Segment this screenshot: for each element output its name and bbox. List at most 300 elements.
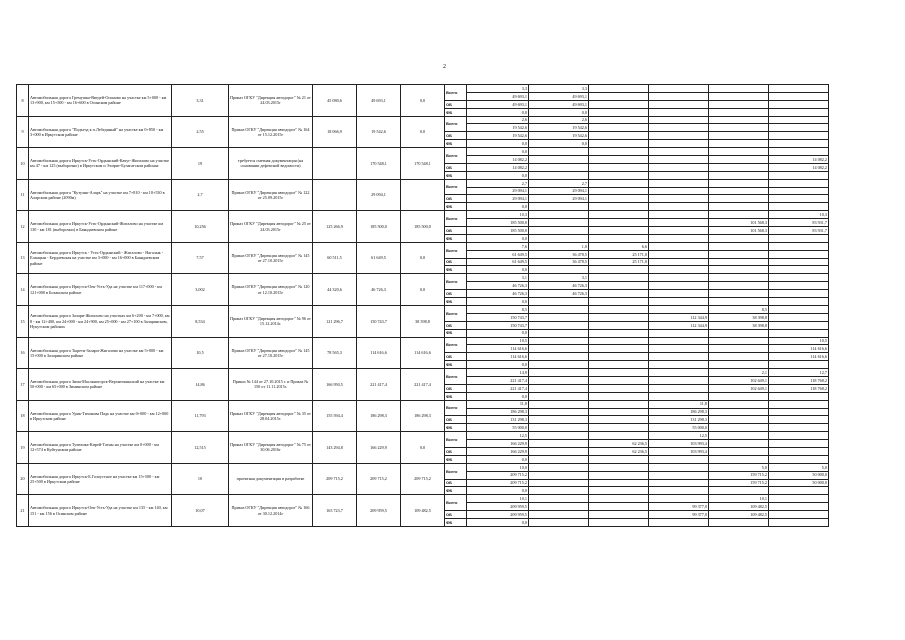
value-cell: 186 298,3 — [467, 408, 529, 416]
sub-label: Всего — [445, 179, 467, 195]
value-cell — [709, 353, 769, 361]
table-row — [17, 400, 889, 408]
cost-remaining: 186 298,3 — [401, 400, 445, 432]
value-cell: 0,0 — [467, 234, 529, 242]
cost-remaining: 114 616,6 — [401, 337, 445, 369]
road-length: 2,7 — [172, 179, 229, 211]
row-number: 12 — [17, 211, 29, 243]
value-cell: 12,5 — [467, 432, 529, 440]
value-cell — [649, 187, 709, 195]
sub-label: Всего — [445, 116, 467, 132]
value-cell: 209 715,2 — [467, 479, 529, 487]
value-cell — [769, 313, 829, 321]
value-cell: 12,7 — [769, 369, 829, 377]
basis-document: проектная документация в разработке — [229, 463, 313, 495]
value-cell — [769, 234, 829, 242]
value-cell — [529, 376, 589, 384]
value-cell — [769, 361, 829, 369]
value-cell — [709, 140, 769, 148]
value-cell: 19 542,6 — [529, 124, 589, 132]
value-cell — [589, 369, 649, 377]
cost-total: 46 726,3 — [357, 274, 401, 306]
value-cell — [589, 392, 649, 400]
value-cell: 101 568,3 — [709, 219, 769, 227]
value-cell — [589, 274, 649, 282]
basis-document: требуется сметная документация (на основании дефектной ведомости) — [229, 148, 313, 180]
value-cell: 14 082,2 — [467, 163, 529, 171]
value-cell — [649, 384, 709, 392]
value-cell: 61 649,5 — [467, 250, 529, 258]
value-cell: 11,8 — [467, 400, 529, 408]
value-cell — [769, 424, 829, 432]
row-number: 18 — [17, 400, 29, 432]
cost-estimate: 209 715,2 — [313, 463, 357, 495]
value-cell — [649, 195, 709, 203]
value-cell — [649, 171, 709, 179]
value-cell — [709, 518, 769, 526]
road-name: Автомобильная дорога Иркутск-Б.Голоустное на участке км 15+500 - км 25+500 в Иркутском районе — [29, 463, 172, 495]
value-cell: 2,7 — [467, 179, 529, 187]
sub-label: ОБ — [445, 163, 467, 171]
cost-total: 29 094,1 — [357, 179, 401, 211]
value-cell — [649, 85, 709, 93]
road-length: 3,002 — [172, 274, 229, 306]
value-cell: 0,0 — [467, 329, 529, 337]
value-cell — [649, 305, 709, 313]
value-cell: 46 726,3 — [467, 282, 529, 290]
value-cell — [589, 195, 649, 203]
value-cell — [589, 471, 649, 479]
value-cell — [709, 250, 769, 258]
value-cell — [649, 163, 709, 171]
basis-document: Приказ ОГКУ "Дирекция автодорог" № 21 от 24.03.2015г — [229, 85, 313, 117]
value-cell — [529, 479, 589, 487]
value-cell — [649, 258, 709, 266]
road-length: 3,31 — [172, 85, 229, 117]
road-name: Автомобильная дорога Гремушка-Введей-Осиново на участке км 5+000 - км 13+900, км 15+500 - км 16+600 в Осинском районе — [29, 85, 172, 117]
value-cell — [529, 424, 589, 432]
value-cell: 3,3 — [467, 85, 529, 93]
value-cell — [529, 313, 589, 321]
value-cell — [529, 353, 589, 361]
value-cell — [589, 376, 649, 384]
value-cell: 62 236,5 — [589, 447, 649, 455]
value-cell — [649, 353, 709, 361]
value-cell: 101 568,3 — [709, 227, 769, 235]
table-row — [17, 85, 889, 93]
value-cell — [769, 305, 829, 313]
value-cell — [709, 274, 769, 282]
value-cell — [709, 361, 769, 369]
basis-document: Приказ ОГКУ "Дирекция автодорог" № 25 от 24.03.2015г — [229, 211, 313, 243]
table-row — [17, 116, 889, 124]
value-cell — [649, 227, 709, 235]
value-cell — [649, 100, 709, 108]
road-name: Автомобильная дорога Урик-Тихонова Падь на участке км 0+000 - км 12+000 в Иркутском районе — [29, 400, 172, 432]
value-cell — [649, 179, 709, 187]
value-cell: 49 693,1 — [467, 100, 529, 108]
value-cell: 25 171,0 — [589, 258, 649, 266]
value-cell — [649, 266, 709, 274]
value-cell: 99 377,0 — [649, 511, 709, 519]
row-number: 8 — [17, 85, 29, 117]
value-cell — [529, 440, 589, 448]
table-row — [17, 495, 889, 503]
value-cell — [709, 100, 769, 108]
value-cell: 112 344,9 — [649, 313, 709, 321]
value-cell: 10,3 — [467, 211, 529, 219]
sub-label: ОБ — [445, 195, 467, 203]
value-cell — [529, 211, 589, 219]
value-cell — [709, 424, 769, 432]
value-cell — [589, 416, 649, 424]
value-cell — [649, 242, 709, 250]
value-cell — [589, 432, 649, 440]
value-cell: 0,0 — [467, 487, 529, 495]
value-cell — [589, 92, 649, 100]
value-cell: 99 377,0 — [649, 503, 709, 511]
value-cell — [589, 227, 649, 235]
value-cell: 36 478,5 — [529, 250, 589, 258]
cost-estimate: 45 080,6 — [313, 85, 357, 117]
value-cell — [589, 179, 649, 187]
road-length: 12,515 — [172, 432, 229, 464]
value-cell — [769, 148, 829, 156]
value-cell: 10,3 — [769, 211, 829, 219]
value-cell — [769, 124, 829, 132]
value-cell: 114 616,6 — [467, 345, 529, 353]
cost-total: 221 417,4 — [357, 369, 401, 401]
value-cell — [709, 195, 769, 203]
road-name: Автомобильная дорога "Кутулик-Аларь" на участке км 7+810 - км 10+530 в Аларском районе (2090м) — [29, 179, 172, 211]
sub-label: ФБ — [445, 108, 467, 116]
value-cell — [709, 148, 769, 156]
value-cell — [649, 298, 709, 306]
cost-estimate: 163 723,7 — [313, 495, 357, 527]
cost-estimate: 60 511,5 — [313, 242, 357, 274]
value-cell — [589, 495, 649, 503]
row-number: 19 — [17, 432, 29, 464]
value-cell — [649, 369, 709, 377]
value-cell — [769, 392, 829, 400]
value-cell: 29 094,1 — [467, 195, 529, 203]
value-cell — [709, 92, 769, 100]
value-cell — [769, 250, 829, 258]
value-cell: 186 298,3 — [649, 408, 709, 416]
value-cell — [589, 329, 649, 337]
sub-label: ФБ — [445, 518, 467, 526]
sub-label: ФБ — [445, 424, 467, 432]
value-cell — [589, 148, 649, 156]
value-cell — [649, 518, 709, 526]
value-cell — [769, 274, 829, 282]
value-cell: 2,6 — [467, 116, 529, 124]
value-cell: 55 000,0 — [649, 424, 709, 432]
value-cell — [649, 479, 709, 487]
value-cell: 0,0 — [529, 140, 589, 148]
value-cell: 185 500,0 — [467, 227, 529, 235]
cost-remaining: 185 500,0 — [401, 211, 445, 243]
value-cell — [649, 219, 709, 227]
value-cell — [709, 234, 769, 242]
value-cell: 19 542,6 — [467, 132, 529, 140]
cost-estimate — [313, 179, 357, 211]
value-cell — [649, 140, 709, 148]
value-cell — [709, 400, 769, 408]
sub-label: ФБ — [445, 392, 467, 400]
table-row — [17, 274, 889, 282]
value-cell — [649, 471, 709, 479]
value-cell — [649, 156, 709, 164]
value-cell: 150 743,7 — [467, 313, 529, 321]
value-cell — [529, 234, 589, 242]
value-cell: 0,0 — [467, 361, 529, 369]
cost-total: 61 649,5 — [357, 242, 401, 274]
value-cell — [649, 290, 709, 298]
value-cell — [709, 211, 769, 219]
value-cell — [529, 518, 589, 526]
value-cell — [589, 290, 649, 298]
value-cell — [649, 124, 709, 132]
cost-total: 150 743,7 — [357, 305, 401, 337]
cost-estimate: 78 565,3 — [313, 337, 357, 369]
table-row — [17, 432, 889, 440]
value-cell — [769, 511, 829, 519]
value-cell — [649, 132, 709, 140]
value-cell — [709, 345, 769, 353]
value-cell — [589, 234, 649, 242]
cost-remaining: 0,0 — [401, 85, 445, 117]
value-cell — [649, 92, 709, 100]
cost-remaining: 221 417,4 — [401, 369, 445, 401]
cost-total: 114 616,6 — [357, 337, 401, 369]
value-cell — [589, 345, 649, 353]
table-body — [17, 85, 889, 527]
value-cell — [709, 298, 769, 306]
value-cell — [709, 132, 769, 140]
sub-label: Всего — [445, 463, 467, 479]
value-cell: 83 931,7 — [769, 219, 829, 227]
cost-total: 209 715,2 — [357, 463, 401, 495]
value-cell — [709, 447, 769, 455]
value-cell — [769, 266, 829, 274]
value-cell: 0,0 — [529, 108, 589, 116]
value-cell — [529, 337, 589, 345]
road-length: 10,5 — [172, 337, 229, 369]
value-cell — [589, 321, 649, 329]
value-cell — [769, 179, 829, 187]
value-cell: 209 715,2 — [467, 471, 529, 479]
value-cell — [589, 108, 649, 116]
value-cell: 46 726,3 — [529, 282, 589, 290]
road-name: Автомобильная дорога Иркутск-Усть-Ордынский-Жигалово на участке км 130 - км 181 (выборочно) в Баяндаевском районе — [29, 211, 172, 243]
value-cell — [769, 495, 829, 503]
value-cell: 131 298,3 — [467, 416, 529, 424]
value-cell: 3,1 — [467, 274, 529, 282]
value-cell: 0,0 — [467, 266, 529, 274]
value-cell: 0,0 — [467, 392, 529, 400]
value-cell — [649, 361, 709, 369]
value-cell — [589, 337, 649, 345]
cost-total: 19 542,6 — [357, 116, 401, 148]
value-cell — [709, 337, 769, 345]
value-cell — [529, 329, 589, 337]
value-cell — [709, 266, 769, 274]
sub-label: Всего — [445, 85, 467, 101]
cost-remaining: 170 548,1 — [401, 148, 445, 180]
value-cell: 118 768,2 — [769, 384, 829, 392]
sub-label: ОБ — [445, 100, 467, 108]
value-cell — [529, 305, 589, 313]
value-cell — [529, 384, 589, 392]
value-cell — [589, 132, 649, 140]
value-cell — [649, 250, 709, 258]
value-cell — [529, 298, 589, 306]
value-cell: 5,0 — [709, 463, 769, 471]
value-cell: 61 649,5 — [467, 258, 529, 266]
value-cell — [529, 487, 589, 495]
value-cell — [769, 116, 829, 124]
value-cell — [589, 266, 649, 274]
table-row — [17, 211, 889, 219]
cost-estimate: 155 594,4 — [313, 400, 357, 432]
value-cell — [589, 282, 649, 290]
value-cell: 49 693,1 — [467, 92, 529, 100]
sub-label: ОБ — [445, 479, 467, 487]
sub-label: ОБ — [445, 290, 467, 298]
value-cell — [589, 518, 649, 526]
value-cell — [769, 258, 829, 266]
value-cell — [589, 487, 649, 495]
value-cell: 2,1 — [709, 369, 769, 377]
sub-label: Всего — [445, 400, 467, 416]
table-row — [17, 179, 889, 187]
value-cell — [769, 171, 829, 179]
cost-total: 186 298,3 — [357, 400, 401, 432]
value-cell — [589, 116, 649, 124]
value-cell — [709, 108, 769, 116]
road-name: Автомобильная дорога Иркутск-Оек-Усть-Уда на участке км 135 - км 140, км 151 - км 156 в Осинском районе — [29, 495, 172, 527]
value-cell — [589, 156, 649, 164]
value-cell: 114 616,6 — [467, 353, 529, 361]
road-length: 10 — [172, 463, 229, 495]
value-cell — [649, 455, 709, 463]
sub-label: Всего — [445, 495, 467, 511]
value-cell — [649, 345, 709, 353]
road-length: 8,534 — [172, 305, 229, 337]
value-cell — [769, 408, 829, 416]
value-cell — [589, 305, 649, 313]
value-cell — [589, 479, 649, 487]
value-cell: 109 482,5 — [709, 511, 769, 519]
value-cell — [649, 337, 709, 345]
value-cell: 0,0 — [467, 140, 529, 148]
sub-label: ОБ — [445, 132, 467, 140]
value-cell — [769, 416, 829, 424]
cost-estimate: 143 294,8 — [313, 432, 357, 464]
value-cell: 0,0 — [467, 108, 529, 116]
sub-label: ФБ — [445, 266, 467, 274]
value-cell: 29 094,1 — [529, 187, 589, 195]
value-cell — [649, 463, 709, 471]
value-cell — [709, 487, 769, 495]
value-cell — [769, 85, 829, 93]
sub-label: ФБ — [445, 298, 467, 306]
value-cell — [649, 116, 709, 124]
cost-remaining: 109 482,5 — [401, 495, 445, 527]
road-repair-table — [16, 84, 889, 527]
value-cell: 46 726,3 — [529, 290, 589, 298]
value-cell: 112 344,9 — [649, 321, 709, 329]
value-cell: 29 094,1 — [529, 195, 589, 203]
value-cell: 7,6 — [467, 242, 529, 250]
row-number: 13 — [17, 242, 29, 274]
sub-label: Всего — [445, 337, 467, 353]
road-name: Автомобильная дорога Иркутск-Оек-Усть-Уда на участке км 117+000 - км 121+000 в Боханском районе — [29, 274, 172, 306]
road-name: Автомобильная дорога "Подъезд к п.Лебединый" на участке км 0+850 - км 3+000 в Иркутском районе — [29, 116, 172, 148]
value-cell — [709, 171, 769, 179]
value-cell: 103 993,4 — [649, 447, 709, 455]
road-length: 7,57 — [172, 242, 229, 274]
cost-total: 209 959,5 — [357, 495, 401, 527]
value-cell — [709, 179, 769, 187]
value-cell: 49 693,1 — [529, 92, 589, 100]
value-cell — [769, 282, 829, 290]
basis-document: Приказ ОГКУ "Дирекция автодорог" № 75 от 30.06.2016г — [229, 432, 313, 464]
basis-document: Приказ ОГКУ "Дирекция автодорог" № 145 от 27.10.2015г — [229, 242, 313, 274]
value-cell — [589, 85, 649, 93]
value-cell — [589, 163, 649, 171]
value-cell — [589, 171, 649, 179]
value-cell: 62 236,5 — [589, 440, 649, 448]
sub-label: ОБ — [445, 384, 467, 392]
value-cell: 19 542,6 — [467, 124, 529, 132]
value-cell — [589, 100, 649, 108]
value-cell: 221 417,4 — [467, 376, 529, 384]
value-cell: 10,1 — [467, 495, 529, 503]
value-cell — [589, 124, 649, 132]
sub-label: ФБ — [445, 487, 467, 495]
value-cell — [589, 384, 649, 392]
sub-label: ФБ — [445, 140, 467, 148]
value-cell — [709, 440, 769, 448]
sub-label: Всего — [445, 305, 467, 321]
row-number: 14 — [17, 274, 29, 306]
value-cell — [709, 392, 769, 400]
value-cell: 14 082,2 — [467, 156, 529, 164]
row-number: 16 — [17, 337, 29, 369]
value-cell: 55 000,0 — [467, 424, 529, 432]
value-cell — [709, 187, 769, 195]
value-cell — [709, 329, 769, 337]
value-cell — [529, 416, 589, 424]
value-cell — [649, 376, 709, 384]
road-name: Автомобильная дорога Тулюшка-Кирей-Тагны на участке км 0+000 - км 12+574 в Куйтунском районе — [29, 432, 172, 464]
value-cell — [769, 290, 829, 298]
value-cell: 1,0 — [529, 242, 589, 250]
value-cell — [649, 329, 709, 337]
value-cell: 10,0 — [467, 463, 529, 471]
table-row — [17, 337, 889, 345]
value-cell: 25 171,0 — [589, 250, 649, 258]
table-row — [17, 148, 889, 156]
value-cell — [649, 108, 709, 116]
basis-document: Приказ ОГКУ "Дирекция автодорог" № 145 от 27.10.2015г — [229, 337, 313, 369]
value-cell — [769, 440, 829, 448]
value-cell — [589, 463, 649, 471]
value-cell — [769, 518, 829, 526]
sub-label: ФБ — [445, 234, 467, 242]
